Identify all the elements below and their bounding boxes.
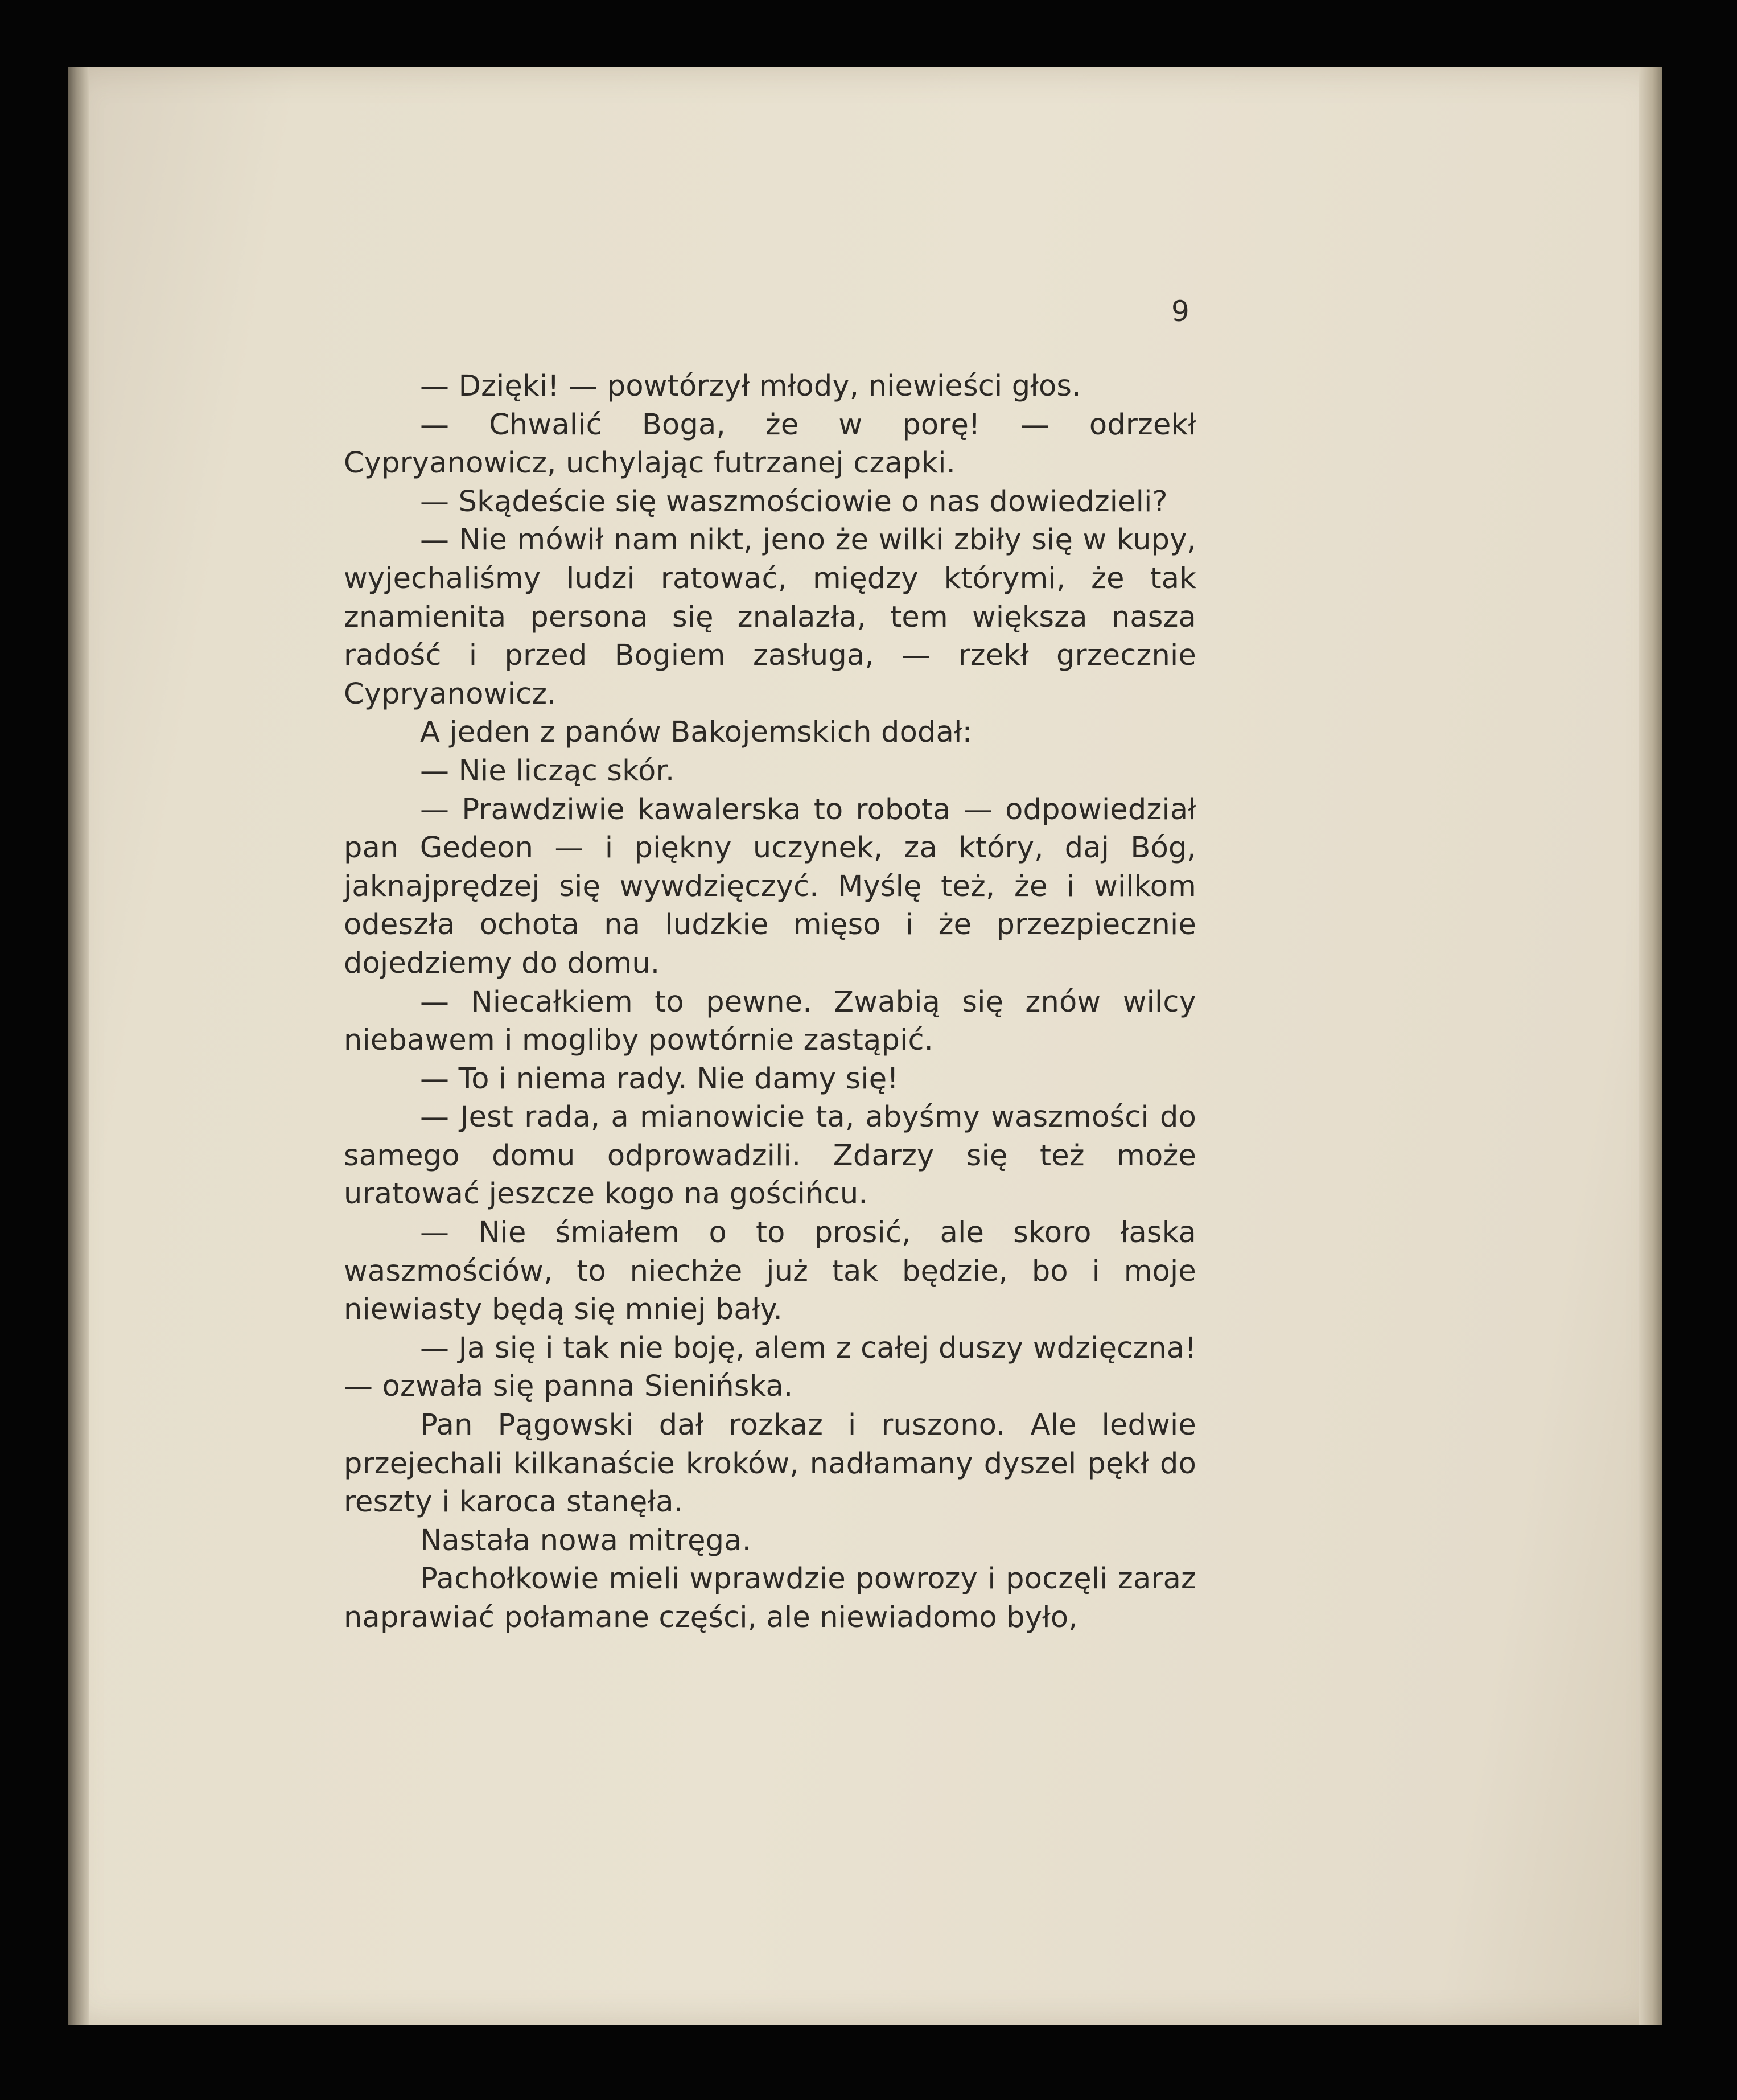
paragraph: — Nie śmiałem o to prosić, ale skoro łaska waszmościów, to niechże już tak będzie, bo i moje niewiasty będą się mniej bały. [344, 1216, 1196, 1327]
paragraph: — Skądeście się waszmościowie o nas dowiedzieli? [420, 484, 1168, 519]
paragraph: Nastała nowa mitręga. [420, 1523, 752, 1557]
paragraph: — Chwalić Boga, że w porę! — odrzekł Cypryanowicz, uchylając futrzanej czapki. [344, 408, 1196, 480]
paragraph: — Prawdziwie kawalerska to robota — odpowiedział pan Gedeon — i piękny uczynek, za który, daj Bóg, jaknajprędzej się wywdzięczyć. Myślę też, że i wilkom odeszła ochota na ludzkie mięso i że przezpiecznie dojedziemy do domu. [344, 792, 1196, 980]
paragraph: — Niecałkiem to pewne. Zwabią się znów wilcy niebawem i mogliby powtórnie zastąpić. [344, 985, 1196, 1058]
page-outer-edge [1639, 67, 1662, 2025]
paragraph: Pan Pągowski dał rozkaz i ruszono. Ale ledwie przejechali kilkanaście kroków, nadłamany dyszel pękł do reszty i karoca stanęła. [344, 1408, 1196, 1519]
page-text [344, 367, 1196, 1637]
paragraph: A jeden z panów Bakojemskich dodał: [420, 716, 973, 750]
paragraph: — To i niema rady. Nie damy się! [420, 1062, 899, 1096]
page-binding-edge [68, 67, 89, 2025]
page-number: 9 [1171, 295, 1189, 328]
paragraph: — Nie mówił nam nikt, jeno że wilki zbiły się w kupy, wyjechaliśmy ludzi ratować, między którymi, że tak znamienita persona się znalazła, tem większa nasza radość i przed Bogiem zasługa, — rzekł grzecznie Cypryanowicz. [344, 523, 1196, 711]
paragraph: — Dzięki! — powtórzył młody, niewieści głos. [420, 369, 1081, 403]
paragraph: Pachołkowie mieli wprawdzie powrozy i poczęli zaraz naprawiać połamane części, ale niewiadomo było, [344, 1562, 1196, 1634]
paragraph: — Jest rada, a mianowicie ta, abyśmy waszmości do samego domu odprowadzili. Zdarzy się też może uratować jeszcze kogo na gościńcu. [344, 1100, 1196, 1211]
paragraph: — Ja się i tak nie boję, alem z całej duszy wdzięczna! — ozwała się panna Sienińska. [344, 1331, 1196, 1404]
paragraph: — Nie licząc skór. [420, 754, 675, 788]
